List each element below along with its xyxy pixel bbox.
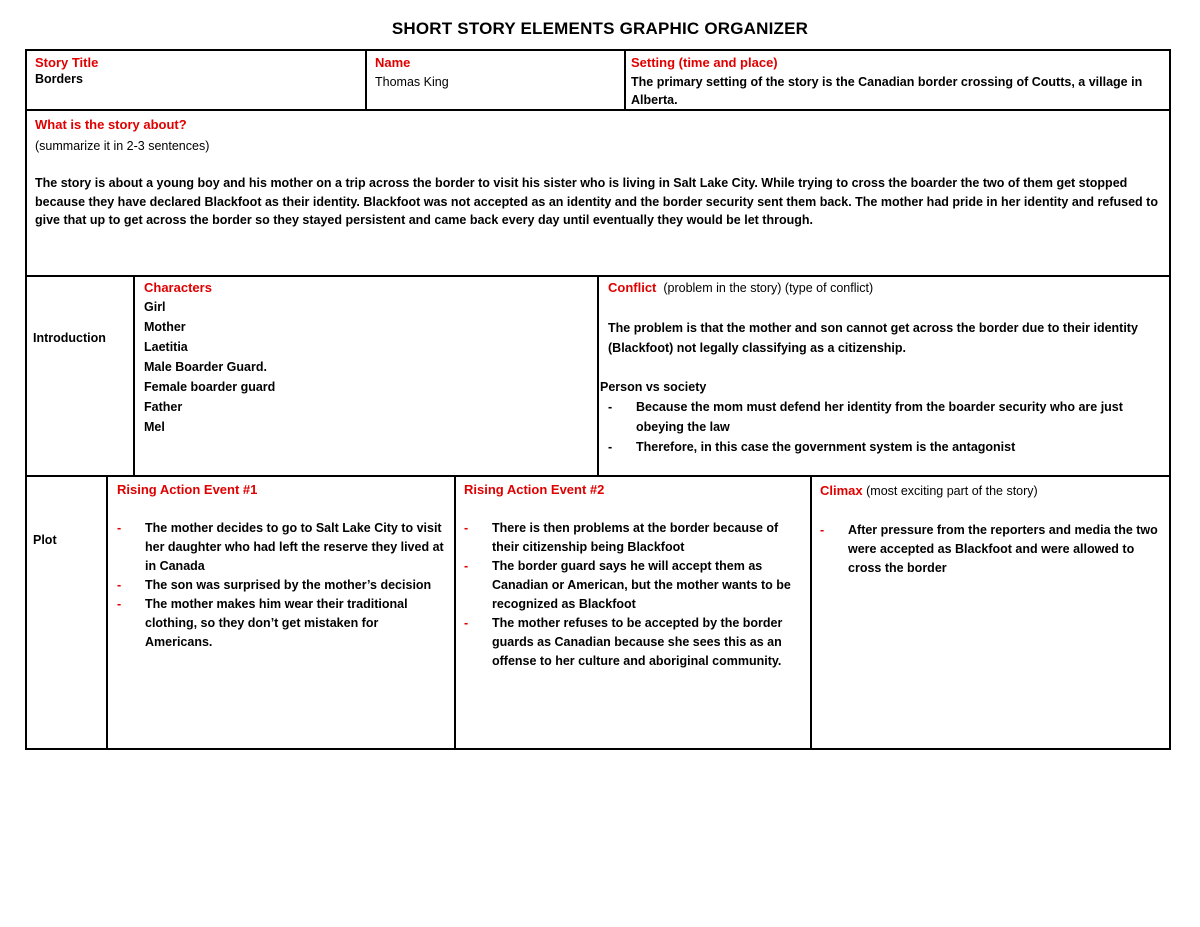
climax-list [820, 521, 1161, 578]
conflict-hint: (problem in the story) (type of conflict) [663, 281, 874, 295]
setting-label: Setting (time and place) [631, 55, 778, 70]
setting-cell [624, 49, 1171, 111]
introduction-label: Introduction [33, 331, 106, 345]
summary-label: What is the story about? [35, 117, 187, 132]
conflict-header [599, 278, 1161, 298]
summary-cell [25, 109, 1171, 277]
conflict-type: Person vs society [600, 380, 707, 394]
page-title: SHORT STORY ELEMENTS GRAPHIC ORGANIZER [391, 19, 809, 38]
rising-action-1-list [117, 519, 445, 652]
rising-action-2-item: - The mother refuses to be accepted by the border guards as Canadian because she sees this as an offense to her culture and aboriginal community. [464, 614, 802, 671]
story-title-cell [25, 49, 367, 111]
character-item: Laetitia [144, 340, 188, 354]
rising-action-1-cell [106, 475, 456, 750]
summary-text: The story is about a young boy and his mother on a trip across the border to visit his sister who is living in Salt Lake City. While trying to cross the boarder the two of them get stopped because they have declared Blackfoot as their identity. Blackfoot was not accepted as an identity and the border security sent them back. The mother had pride in her identity and refused to give that up to get across the border so they stayed persistent and came back every day until eventually they would be let through. [35, 176, 1158, 227]
author-name-value: Thomas King [375, 75, 449, 89]
story-title-label: Story Title [35, 55, 99, 70]
summary-hint: (summarize it in 2-3 sentences) [35, 139, 210, 153]
rising-action-2-item: - There is then problems at the border because of their citizenship being Blackfoot [464, 519, 802, 557]
rising-action-1-item: - The mother decides to go to Salt Lake City to visit her daughter who had left the reserve they lived at in Canada [117, 519, 445, 576]
rising-action-2-item: - The border guard says he will accept them as Canadian or American, but the mother wants to be recognized as Blackfoot [464, 557, 802, 614]
climax-header [820, 481, 1161, 501]
climax-item: - After pressure from the reporters and media the two were accepted as Blackfoot and were allowed to cross the border [820, 521, 1161, 578]
conflict-points [599, 397, 1161, 457]
setting-value: The primary setting of the story is the Canadian border crossing of Coutts, a village in Alberta. [631, 75, 1143, 107]
character-item: Father [144, 400, 183, 414]
conflict-point: - Therefore, in this case the government system is the antagonist [608, 437, 1161, 457]
author-name-cell [365, 49, 626, 111]
climax-label: Climax [820, 483, 863, 498]
story-title-value: Borders [35, 72, 83, 86]
character-item: Mel [144, 420, 165, 434]
character-item: Male Boarder Guard. [144, 360, 267, 374]
author-name-label: Name [375, 55, 411, 70]
conflict-label: Conflict [608, 280, 657, 295]
conflict-cell [597, 275, 1171, 477]
rising-action-1-label: Rising Action Event #1 [117, 482, 258, 497]
rising-action-2-label: Rising Action Event #2 [464, 482, 605, 497]
characters-label: Characters [144, 280, 212, 295]
character-item: Girl [144, 300, 166, 314]
character-item: Mother [144, 320, 186, 334]
rising-action-2-cell [454, 475, 812, 750]
climax-hint: (most exciting part of the story) [866, 484, 1038, 498]
climax-cell [810, 475, 1171, 750]
rising-action-1-item: - The mother makes him wear their traditional clothing, so they don’t get mistaken for Americans. [117, 595, 445, 652]
rising-action-1-item: - The son was surprised by the mother’s decision [117, 576, 445, 595]
character-item: Female boarder guard [144, 380, 276, 394]
characters-list [144, 297, 588, 437]
plot-label: Plot [33, 533, 57, 547]
characters-cell [133, 275, 599, 477]
conflict-text: The problem is that the mother and son cannot get across the border due to their identity (Blackfoot) not legally classifying as a citizenship. [608, 321, 1138, 355]
conflict-point: - Because the mom must defend her identity from the boarder security who are just obeying the law [608, 397, 1161, 437]
rising-action-2-list [464, 519, 802, 671]
